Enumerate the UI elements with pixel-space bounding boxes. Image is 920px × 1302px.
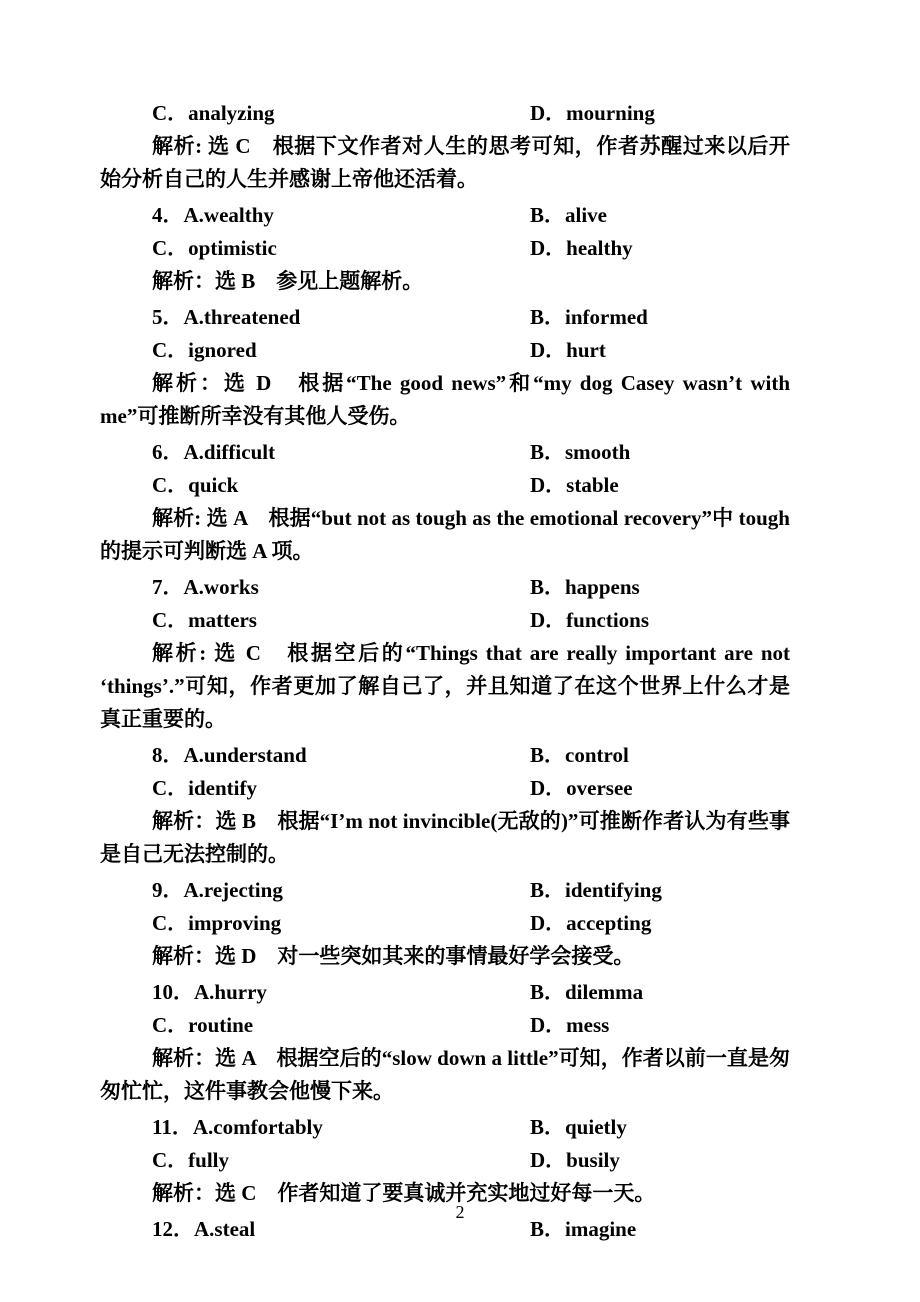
option-right: B．imagine (530, 1217, 637, 1241)
option-left: 8．A.understand (152, 743, 307, 767)
option-left: C．ignored (152, 338, 257, 362)
option-left: 4．A.wealthy (152, 203, 274, 227)
option-left: C．quick (152, 473, 239, 497)
option-right: B．quietly (530, 1115, 627, 1139)
explanation-paragraph: 解析：选 C 作者知道了要真诚并充实地过好每一天。 (152, 1181, 656, 1205)
explanation-paragraph: 解析: 选 C 根据空后的“Things that are really important are not ‘things’.”可知，作者更加了解自己了，并且知道了在这个世界上什么才是真正重要的。 (100, 641, 790, 731)
option-right: D．mourning (530, 101, 655, 125)
option-right: D．healthy (530, 236, 633, 260)
option-left: C．matters (152, 608, 257, 632)
option-right: B．identifying (530, 878, 662, 902)
option-row (100, 1009, 790, 1042)
option-row (100, 97, 790, 130)
option-right: B．informed (530, 305, 648, 329)
option-row (100, 334, 790, 367)
option-row (100, 604, 790, 637)
option-row (100, 301, 790, 334)
option-left: C．identify (152, 776, 257, 800)
option-right: D．hurt (530, 338, 606, 362)
option-left: 9．A.rejecting (152, 878, 283, 902)
option-right: D．busily (530, 1148, 620, 1172)
option-row (100, 199, 790, 232)
answer-key-content (100, 97, 790, 1246)
option-right: B．smooth (530, 440, 631, 464)
option-right: B．happens (530, 575, 640, 599)
explanation-paragraph: 解析：选 B 根据“I’m not invincible(无敌的)”可推断作者认为有些事是自己无法控制的。 (100, 809, 790, 866)
option-left: 5．A.threatened (152, 305, 301, 329)
option-left: C．optimistic (152, 236, 277, 260)
option-row (100, 571, 790, 604)
explanation-paragraph: 解析: 选 A 根据“but not as tough as the emotional recovery”中 tough 的提示可判断选 A 项。 (100, 506, 790, 563)
option-row (100, 874, 790, 907)
option-right: D．stable (530, 473, 619, 497)
explanation-paragraph: 解析：选 D 根据“The good news”和“my dog Casey wasn’t with me”可推断所幸没有其他人受伤。 (100, 371, 790, 428)
option-left: C．improving (152, 911, 282, 935)
option-right: B．dilemma (530, 980, 644, 1004)
option-left: 12．A.steal (152, 1217, 256, 1241)
option-right: B．alive (530, 203, 607, 227)
option-left: 7．A.works (152, 575, 259, 599)
option-right: D．accepting (530, 911, 652, 935)
option-right: D．functions (530, 608, 650, 632)
option-right: B．control (530, 743, 629, 767)
option-left: 11．A.comfortably (152, 1115, 323, 1139)
option-row (100, 436, 790, 469)
option-row (100, 976, 790, 1009)
option-left: C．routine (152, 1013, 254, 1037)
option-row (100, 739, 790, 772)
option-left: 6．A.difficult (152, 440, 276, 464)
option-row (100, 1111, 790, 1144)
explanation-paragraph: 解析：选 B 参见上题解析。 (152, 269, 424, 293)
option-row (100, 1144, 790, 1177)
option-right: D．oversee (530, 776, 633, 800)
option-left: 10．A.hurry (152, 980, 267, 1004)
option-row (100, 772, 790, 805)
option-right: D．mess (530, 1013, 610, 1037)
explanation-paragraph: 解析: 选 C 根据下文作者对人生的思考可知，作者苏醒过来以后开始分析自己的人生并感谢上帝他还活着。 (100, 134, 790, 191)
option-row (100, 232, 790, 265)
option-row (100, 469, 790, 502)
option-left: C．fully (152, 1148, 230, 1172)
page-number: 2 (455, 1202, 465, 1222)
option-left: C．analyzing (152, 101, 275, 125)
explanation-paragraph: 解析：选 A 根据空后的“slow down a little”可知，作者以前一直是匆匆忙忙，这件事教会他慢下来。 (100, 1046, 790, 1103)
option-row (100, 907, 790, 940)
explanation-paragraph: 解析：选 D 对一些突如其来的事情最好学会接受。 (152, 944, 635, 968)
